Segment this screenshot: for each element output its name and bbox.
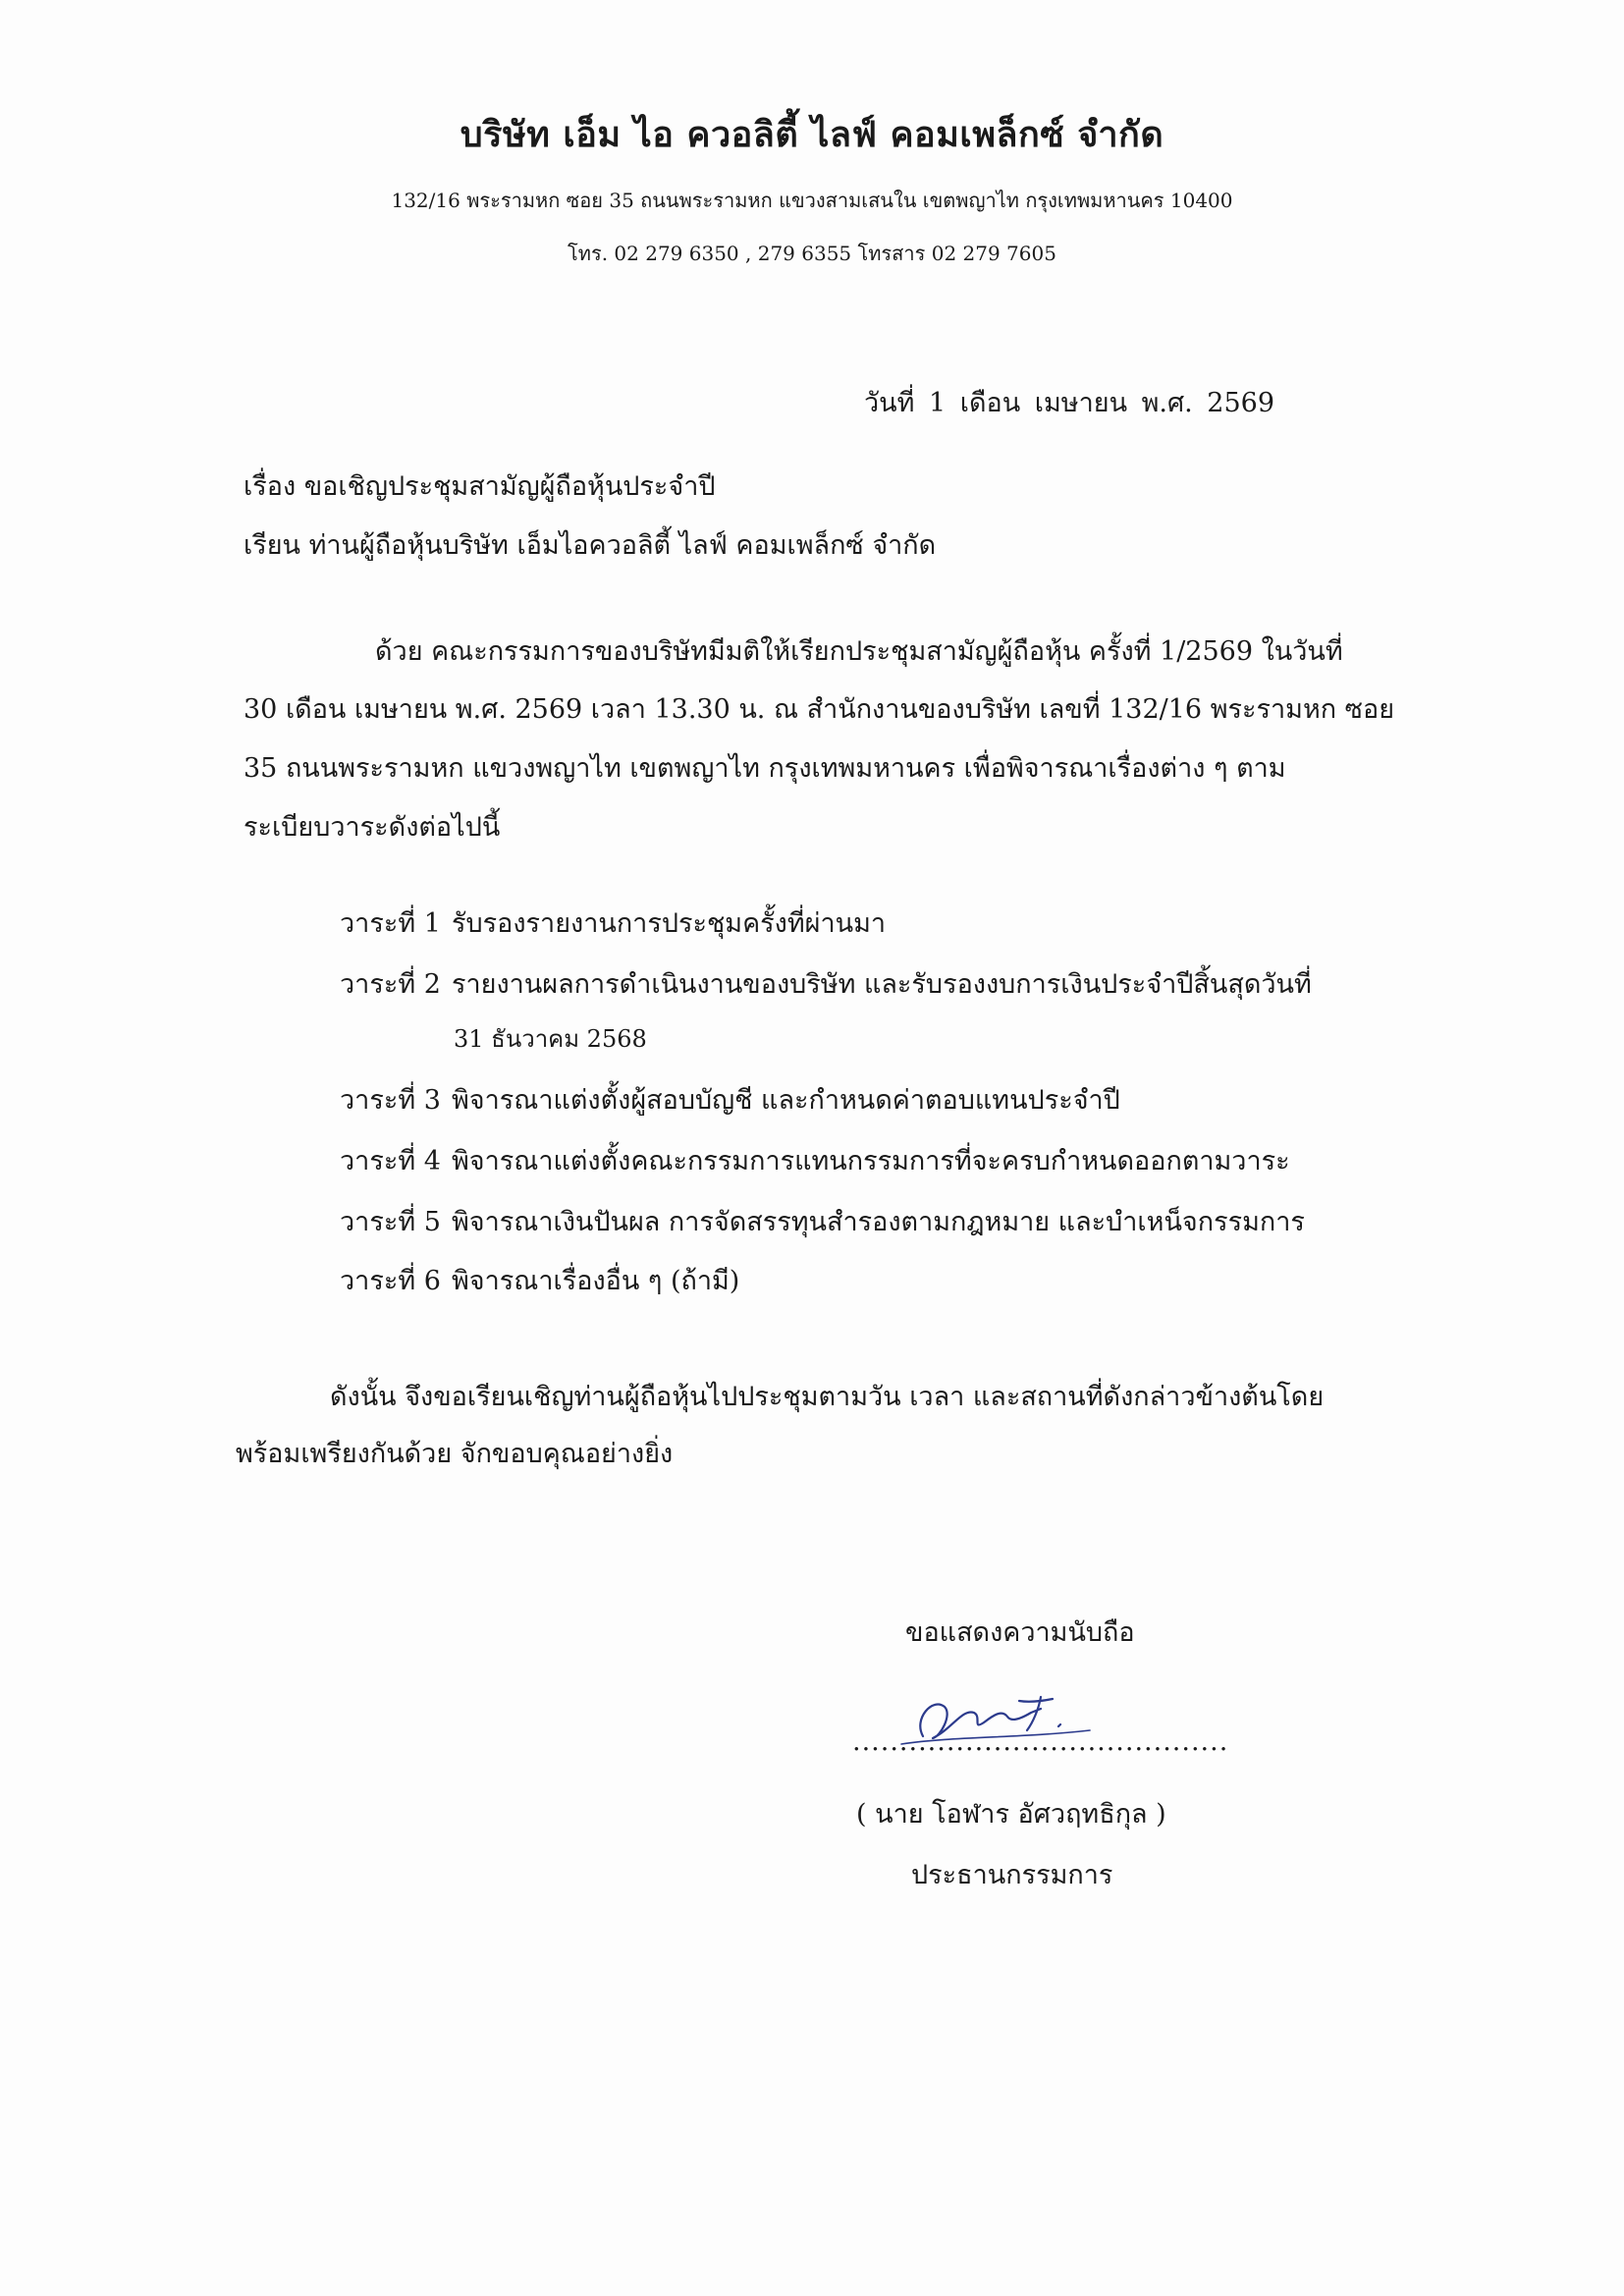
company-name: บริษัท เอ็ม ไอ ควอลิตี้ ไลฟ์ คอมเพล็กซ์ จำกัด (460, 114, 1164, 155)
company-address: 132/16 พระรามหก ซอย 35 ถนนพระรามหก แขวงสามเสนใน เขตพญาไท กรุงเทพมหานคร 10400 (391, 189, 1233, 212)
signature-line: ........................................ (852, 1726, 1229, 1757)
agenda-text: รับรองรายงานการประชุมครั้งที่ผ่านมา (452, 908, 887, 939)
regards-text: ขอแสดงความนับถือ (905, 1617, 1135, 1648)
agenda-number: วาระที่ 3 (340, 1085, 441, 1116)
body-line: ด้วย คณะกรรมการของบริษัทมีมติให้เรียกประชุมสามัญผู้ถือหุ้น ครั้งที่ 1/2569 ในวันที่ (375, 636, 1343, 667)
agenda-number: วาระที่ 2 (340, 969, 441, 1000)
agenda-continuation: 31 ธันวาคม 2568 (454, 1025, 647, 1053)
agenda-item (340, 1259, 1420, 1301)
agenda-item (340, 962, 1420, 1005)
signer-name: ( นาย โอฬาร อัศวฤทธิกุล ) (856, 1799, 1166, 1830)
letter-subject: เรื่อง ขอเชิญประชุมสามัญผู้ถือหุ้นประจำปี (244, 471, 716, 502)
letter-recipient: เรียน ท่านผู้ถือหุ้นบริษัท เอ็มไอควอลิตี้ ไลฟ์ คอมเพล็กซ์ จำกัด (244, 530, 937, 561)
body-line: 35 ถนนพระรามหก แขวงพญาไท เขตพญาไท กรุงเทพมหานคร เพื่อพิจารณาเรื่องต่าง ๆ ตาม (244, 753, 1286, 784)
company-phones: โทร. 02 279 6350 , 279 6355 โทรสาร 02 279 7605 (568, 242, 1056, 265)
agenda-number: วาระที่ 4 (340, 1146, 441, 1176)
body-line: ระเบียบวาระดังต่อไปนี้ (244, 812, 501, 843)
agenda-text: รายงานผลการดำเนินงานของบริษัท และรับรองงบการเงินประจำปีสิ้นสุดวันที่ (452, 969, 1312, 1000)
letter-date: วันที่ 1 เดือน เมษายน พ.ศ. 2569 (864, 388, 1275, 418)
signer-title: ประธานกรรมการ (911, 1860, 1113, 1890)
agenda-text: พิจารณาเรื่องอื่น ๆ (ถ้ามี) (452, 1266, 740, 1296)
agenda-item (340, 1139, 1420, 1181)
closing-line: พร้อมเพรียงกันด้วย จักขอบคุณอย่างยิ่ง (236, 1439, 674, 1469)
agenda-number: วาระที่ 6 (340, 1266, 441, 1296)
agenda-number: วาระที่ 1 (340, 908, 441, 939)
agenda-text: พิจารณาเงินปันผล การจัดสรรทุนสำรองตามกฎหมาย และบำเหน็จกรรมการ (452, 1207, 1305, 1237)
agenda-item (340, 902, 1420, 944)
agenda-item (340, 1200, 1420, 1242)
agenda-number: วาระที่ 5 (340, 1207, 441, 1237)
body-line: 30 เดือน เมษายน พ.ศ. 2569 เวลา 13.30 น. ณ สำนักงานของบริษัท เลขที่ 132/16 พระรามหก ซอย (244, 694, 1395, 725)
agenda-text: พิจารณาแต่งตั้งคณะกรรมการแทนกรรมการที่จะครบกำหนดออกตามวาระ (452, 1146, 1290, 1176)
closing-line: ดังนั้น จึงขอเรียนเชิญท่านผู้ถือหุ้นไปประชุมตามวัน เวลา และสถานที่ดังกล่าวข้างต้นโดย (330, 1382, 1325, 1412)
agenda-item (340, 1078, 1420, 1121)
agenda-text: พิจารณาแต่งตั้งผู้สอบบัญชี และกำหนดค่าตอบแทนประจำปี (452, 1085, 1120, 1116)
